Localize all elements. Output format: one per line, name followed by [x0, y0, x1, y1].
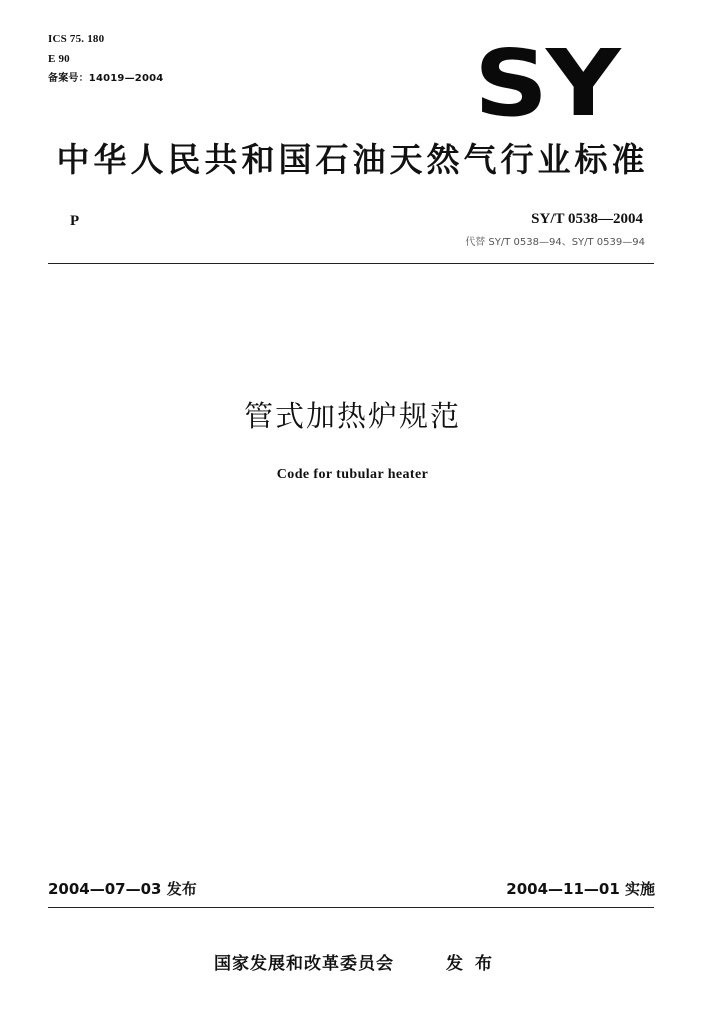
- standard-number: SY/T 0538—2004: [531, 211, 643, 227]
- replaces-note: 代替 SY/T 0538—94、SY/T 0539—94: [465, 237, 645, 248]
- sy-logo: SY: [474, 30, 619, 137]
- record-number: 备案号：14019—2004: [48, 73, 164, 84]
- document-title: 管式加热炉规范: [243, 399, 462, 433]
- ics-code: ICS 75. 180: [48, 33, 105, 45]
- ccs-code: E 90: [48, 53, 70, 65]
- issue-action: 发布: [446, 954, 504, 974]
- profession-code: P: [70, 213, 80, 229]
- publish-date: 2004—07—03 发布: [48, 880, 197, 898]
- standard-category-title: 中华人民共和国石油天然气行业标准: [56, 140, 649, 179]
- issuer-name: 国家发展和改革委员会: [214, 954, 394, 974]
- top-divider: [48, 263, 654, 264]
- implementation-date: 2004—11—01 实施: [506, 880, 655, 898]
- bottom-divider: [48, 907, 654, 908]
- document-subtitle: Code for tubular heater: [276, 467, 429, 482]
